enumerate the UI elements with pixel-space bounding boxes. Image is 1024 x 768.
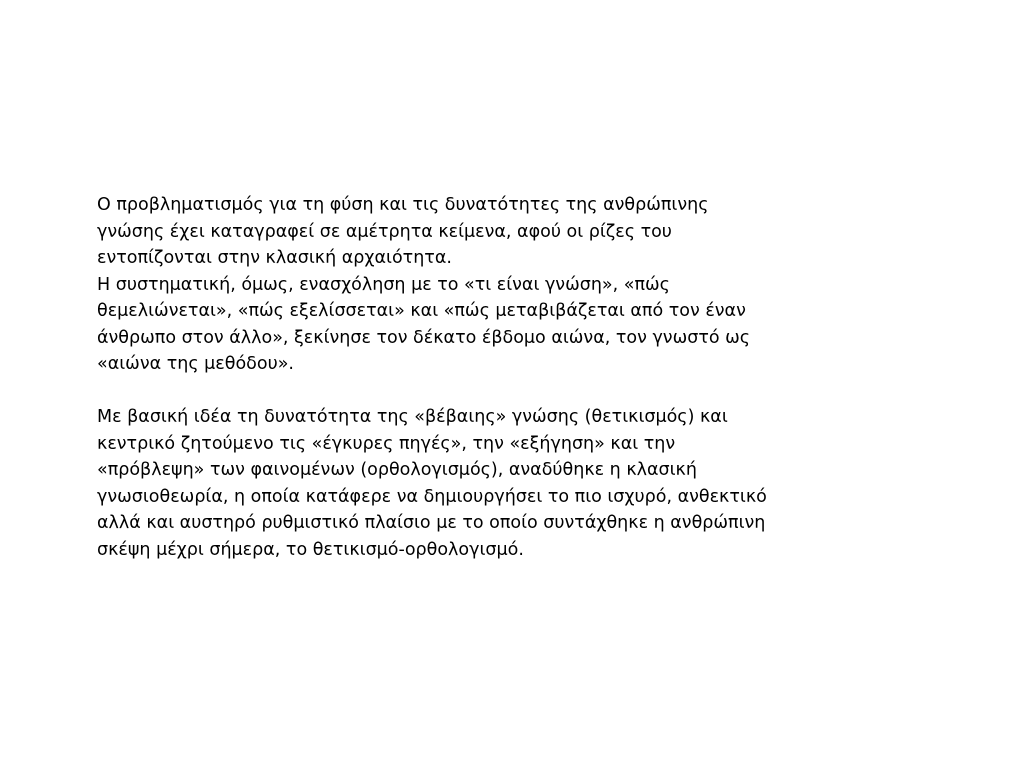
paragraph-3-line: κεντρικό ζητούμενο τις «έγκυρες πηγές», την «εξήγηση» και την bbox=[97, 433, 676, 454]
paragraph-2-line: θεμελιώνεται», «πώς εξελίσσεται» και «πώς μεταβιβάζεται από τον έναν bbox=[97, 301, 746, 321]
paragraph-2-line: Η συστηματική, όμως, ενασχόληση με το «τι είναι γνώση», «πώς bbox=[97, 274, 670, 295]
paragraph-3-line: «πρόβλεψη» των φαινομένων (ορθολογισμός), αναδύθηκε η κλασική bbox=[97, 460, 697, 480]
paragraph-3-line: σκέψη μέχρι σήμερα, το θετικισμό-ορθολογισμό. bbox=[97, 539, 524, 560]
paragraph-1-line: γνώσης έχει καταγραφεί σε αμέτρητα κείμενα, αφού οι ρίζες του bbox=[97, 221, 672, 242]
paragraph-2-line: άνθρωπο στον άλλο», ξεκίνησε τον δέκατο έβδομο αιώνα, τον γνωστό ως bbox=[97, 327, 751, 348]
paragraph-3-line: αλλά και αυστηρό ρυθμιστικό πλαίσιο με το οποίο συντάχθηκε η ανθρώπινη bbox=[97, 513, 766, 533]
slide-text-block bbox=[97, 192, 897, 563]
paragraph-3-line: γνωσιοθεωρία, η οποία κατάφερε να δημιουργήσει το πιο ισχυρό, ανθεκτικό bbox=[97, 486, 767, 507]
paragraph-2-line: «αιώνα της μεθόδου». bbox=[97, 354, 294, 374]
paragraph-spacer bbox=[97, 378, 897, 405]
paragraph-1-line: Ο προβληματισμός για τη φύση και τις δυνατότητες της ανθρώπινης bbox=[97, 195, 709, 215]
paragraph-1-line: εντοπίζονται στην κλασική αρχαιότητα. bbox=[97, 248, 452, 268]
paragraph-3-line: Με βασική ιδέα τη δυνατότητα της «βέβαιης» γνώσης (θετικισμός) και bbox=[97, 407, 728, 427]
